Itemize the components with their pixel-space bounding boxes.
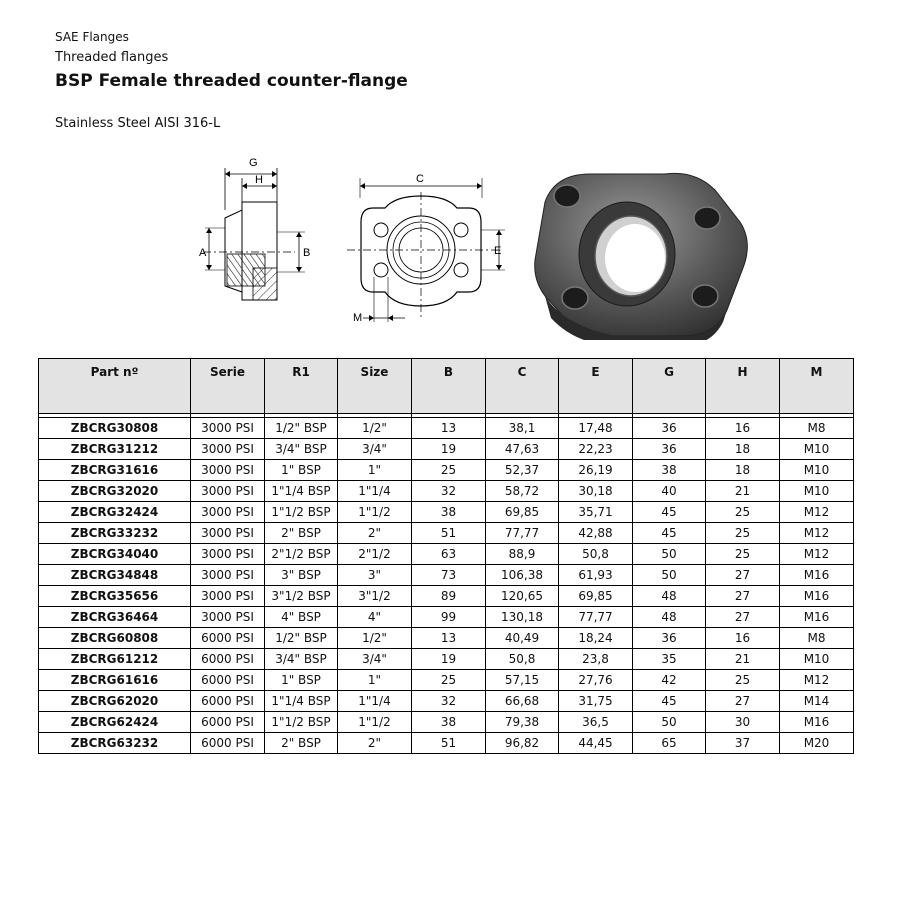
r1-cell: 1"1/4 BSP [265, 481, 338, 502]
subcategory-label: Threaded flanges [55, 50, 169, 65]
size-cell: 4" [338, 607, 412, 628]
c-cell: 79,38 [486, 712, 559, 733]
c-cell: 58,72 [486, 481, 559, 502]
c-cell: 50,8 [486, 649, 559, 670]
m-cell: M20 [780, 733, 854, 754]
g-cell: 48 [633, 586, 706, 607]
part-number-cell: ZBCRG62424 [39, 712, 191, 733]
size-cell: 1/2" [338, 628, 412, 649]
r1-cell: 1/2" BSP [265, 628, 338, 649]
table-row [39, 586, 854, 607]
table-row [39, 733, 854, 754]
front-view-drawing [347, 173, 505, 324]
c-cell: 106,38 [486, 565, 559, 586]
part-number-cell: ZBCRG61212 [39, 649, 191, 670]
r1-cell: 3" BSP [265, 565, 338, 586]
b-cell: 89 [412, 586, 486, 607]
serie-cell: 3000 PSI [191, 502, 265, 523]
size-cell: 1"1/2 [338, 712, 412, 733]
r1-cell: 2" BSP [265, 733, 338, 754]
column-header: Size [338, 359, 412, 414]
table-header-row [39, 359, 854, 414]
size-cell: 1/2" [338, 418, 412, 439]
c-cell: 40,49 [486, 628, 559, 649]
m-cell: M16 [780, 607, 854, 628]
dim-label-a: A [199, 247, 207, 259]
size-cell: 2"1/2 [338, 544, 412, 565]
table-row [39, 481, 854, 502]
g-cell: 50 [633, 712, 706, 733]
g-cell: 45 [633, 502, 706, 523]
m-cell: M8 [780, 418, 854, 439]
h-cell: 37 [706, 733, 780, 754]
size-cell: 2" [338, 523, 412, 544]
category-label: SAE Flanges [55, 30, 129, 44]
b-cell: 25 [412, 460, 486, 481]
b-cell: 63 [412, 544, 486, 565]
size-cell: 3"1/2 [338, 586, 412, 607]
g-cell: 65 [633, 733, 706, 754]
c-cell: 130,18 [486, 607, 559, 628]
h-cell: 25 [706, 523, 780, 544]
part-number-cell: ZBCRG34040 [39, 544, 191, 565]
size-cell: 3" [338, 565, 412, 586]
c-cell: 96,82 [486, 733, 559, 754]
m-cell: M16 [780, 712, 854, 733]
m-cell: M10 [780, 460, 854, 481]
b-cell: 13 [412, 628, 486, 649]
table-row [39, 649, 854, 670]
part-number-cell: ZBCRG34848 [39, 565, 191, 586]
g-cell: 38 [633, 460, 706, 481]
table-row [39, 607, 854, 628]
serie-cell: 3000 PSI [191, 523, 265, 544]
column-header: B [412, 359, 486, 414]
dim-label-h: H [255, 174, 263, 186]
h-cell: 25 [706, 544, 780, 565]
table-row [39, 439, 854, 460]
size-cell: 3/4" [338, 439, 412, 460]
part-number-cell: ZBCRG31616 [39, 460, 191, 481]
h-cell: 25 [706, 670, 780, 691]
m-cell: M12 [780, 502, 854, 523]
dim-label-m: M [353, 312, 363, 324]
h-cell: 18 [706, 439, 780, 460]
r1-cell: 1" BSP [265, 460, 338, 481]
e-cell: 27,76 [559, 670, 633, 691]
r1-cell: 1/2" BSP [265, 418, 338, 439]
h-cell: 16 [706, 418, 780, 439]
g-cell: 50 [633, 565, 706, 586]
b-cell: 38 [412, 502, 486, 523]
size-cell: 1"1/4 [338, 691, 412, 712]
b-cell: 38 [412, 712, 486, 733]
g-cell: 35 [633, 649, 706, 670]
e-cell: 30,18 [559, 481, 633, 502]
serie-cell: 3000 PSI [191, 481, 265, 502]
h-cell: 30 [706, 712, 780, 733]
c-cell: 38,1 [486, 418, 559, 439]
g-cell: 48 [633, 607, 706, 628]
b-cell: 13 [412, 418, 486, 439]
serie-cell: 3000 PSI [191, 565, 265, 586]
b-cell: 51 [412, 733, 486, 754]
part-number-cell: ZBCRG62020 [39, 691, 191, 712]
serie-cell: 3000 PSI [191, 586, 265, 607]
m-cell: M10 [780, 439, 854, 460]
e-cell: 42,88 [559, 523, 633, 544]
column-header: R1 [265, 359, 338, 414]
e-cell: 35,71 [559, 502, 633, 523]
g-cell: 45 [633, 691, 706, 712]
g-cell: 50 [633, 544, 706, 565]
part-number-cell: ZBCRG35656 [39, 586, 191, 607]
size-cell: 1"1/4 [338, 481, 412, 502]
part-number-cell: ZBCRG60808 [39, 628, 191, 649]
serie-cell: 3000 PSI [191, 439, 265, 460]
size-cell: 1" [338, 460, 412, 481]
page-title: BSP Female threaded counter-flange [55, 71, 408, 91]
table-row [39, 544, 854, 565]
h-cell: 21 [706, 649, 780, 670]
h-cell: 27 [706, 691, 780, 712]
b-cell: 19 [412, 649, 486, 670]
c-cell: 120,65 [486, 586, 559, 607]
h-cell: 18 [706, 460, 780, 481]
e-cell: 50,8 [559, 544, 633, 565]
column-header: G [633, 359, 706, 414]
e-cell: 77,77 [559, 607, 633, 628]
serie-cell: 6000 PSI [191, 649, 265, 670]
serie-cell: 6000 PSI [191, 691, 265, 712]
table-row [39, 691, 854, 712]
table-body [39, 418, 854, 754]
g-cell: 36 [633, 418, 706, 439]
m-cell: M8 [780, 628, 854, 649]
c-cell: 57,15 [486, 670, 559, 691]
e-cell: 26,19 [559, 460, 633, 481]
serie-cell: 6000 PSI [191, 712, 265, 733]
b-cell: 51 [412, 523, 486, 544]
e-cell: 17,48 [559, 418, 633, 439]
part-number-cell: ZBCRG36464 [39, 607, 191, 628]
dim-label-b: B [303, 247, 311, 259]
part-number-cell: ZBCRG32020 [39, 481, 191, 502]
b-cell: 73 [412, 565, 486, 586]
c-cell: 77,77 [486, 523, 559, 544]
e-cell: 23,8 [559, 649, 633, 670]
e-cell: 22,23 [559, 439, 633, 460]
m-cell: M16 [780, 565, 854, 586]
h-cell: 27 [706, 565, 780, 586]
part-number-cell: ZBCRG32424 [39, 502, 191, 523]
part-number-cell: ZBCRG63232 [39, 733, 191, 754]
spec-table [38, 358, 854, 754]
column-header: H [706, 359, 780, 414]
dim-label-g: G [249, 157, 258, 169]
b-cell: 32 [412, 691, 486, 712]
table-row [39, 418, 854, 439]
r1-cell: 3/4" BSP [265, 439, 338, 460]
c-cell: 88,9 [486, 544, 559, 565]
e-cell: 44,45 [559, 733, 633, 754]
b-cell: 32 [412, 481, 486, 502]
r1-cell: 1"1/2 BSP [265, 712, 338, 733]
h-cell: 27 [706, 607, 780, 628]
g-cell: 45 [633, 523, 706, 544]
size-cell: 2" [338, 733, 412, 754]
m-cell: M16 [780, 586, 854, 607]
m-cell: M12 [780, 670, 854, 691]
table-row [39, 523, 854, 544]
e-cell: 31,75 [559, 691, 633, 712]
serie-cell: 3000 PSI [191, 460, 265, 481]
table-row [39, 712, 854, 733]
material-label: Stainless Steel AISI 316-L [55, 116, 221, 131]
side-view-drawing [199, 157, 310, 300]
size-cell: 1" [338, 670, 412, 691]
r1-cell: 3"1/2 BSP [265, 586, 338, 607]
table-row [39, 670, 854, 691]
h-cell: 16 [706, 628, 780, 649]
e-cell: 36,5 [559, 712, 633, 733]
m-cell: M10 [780, 481, 854, 502]
g-cell: 40 [633, 481, 706, 502]
flange-3d-render [535, 173, 748, 340]
dim-label-c: C [416, 173, 424, 185]
m-cell: M14 [780, 691, 854, 712]
b-cell: 99 [412, 607, 486, 628]
g-cell: 36 [633, 439, 706, 460]
column-header: Serie [191, 359, 265, 414]
table-row [39, 460, 854, 481]
c-cell: 52,37 [486, 460, 559, 481]
h-cell: 27 [706, 586, 780, 607]
table-row [39, 565, 854, 586]
part-number-cell: ZBCRG61616 [39, 670, 191, 691]
g-cell: 36 [633, 628, 706, 649]
m-cell: M10 [780, 649, 854, 670]
table-row [39, 628, 854, 649]
c-cell: 47,63 [486, 439, 559, 460]
part-number-cell: ZBCRG33232 [39, 523, 191, 544]
size-cell: 1"1/2 [338, 502, 412, 523]
c-cell: 66,68 [486, 691, 559, 712]
r1-cell: 3/4" BSP [265, 649, 338, 670]
column-header: M [780, 359, 854, 414]
serie-cell: 3000 PSI [191, 544, 265, 565]
e-cell: 18,24 [559, 628, 633, 649]
c-cell: 69,85 [486, 502, 559, 523]
e-cell: 61,93 [559, 565, 633, 586]
column-header: C [486, 359, 559, 414]
serie-cell: 6000 PSI [191, 733, 265, 754]
h-cell: 25 [706, 502, 780, 523]
serie-cell: 3000 PSI [191, 418, 265, 439]
b-cell: 19 [412, 439, 486, 460]
r1-cell: 2" BSP [265, 523, 338, 544]
m-cell: M12 [780, 523, 854, 544]
e-cell: 69,85 [559, 586, 633, 607]
g-cell: 42 [633, 670, 706, 691]
r1-cell: 1"1/4 BSP [265, 691, 338, 712]
serie-cell: 6000 PSI [191, 670, 265, 691]
flange-drawings [195, 150, 755, 340]
b-cell: 25 [412, 670, 486, 691]
size-cell: 3/4" [338, 649, 412, 670]
h-cell: 21 [706, 481, 780, 502]
r1-cell: 1"1/2 BSP [265, 502, 338, 523]
part-number-cell: ZBCRG31212 [39, 439, 191, 460]
column-header: E [559, 359, 633, 414]
column-header: Part nº [39, 359, 191, 414]
serie-cell: 6000 PSI [191, 628, 265, 649]
part-number-cell: ZBCRG30808 [39, 418, 191, 439]
r1-cell: 1" BSP [265, 670, 338, 691]
serie-cell: 3000 PSI [191, 607, 265, 628]
table-row [39, 502, 854, 523]
r1-cell: 4" BSP [265, 607, 338, 628]
m-cell: M12 [780, 544, 854, 565]
r1-cell: 2"1/2 BSP [265, 544, 338, 565]
dim-label-e: E [494, 245, 502, 257]
